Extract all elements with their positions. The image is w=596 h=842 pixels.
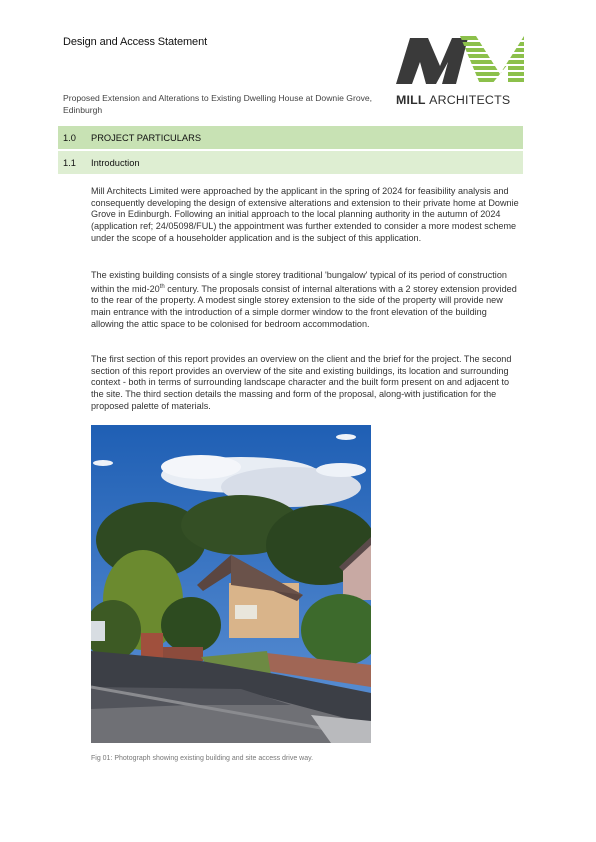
section-heading-project-particulars xyxy=(58,126,523,149)
paragraph-2 xyxy=(91,270,519,331)
photo-illustration xyxy=(91,425,371,743)
document-subtitle: Proposed Extension and Alterations to Existing Dwelling House at Downie Grove, Edinburgh xyxy=(63,93,373,115)
document-title: Design and Access Statement xyxy=(63,36,208,48)
logo-mark-icon xyxy=(396,36,524,92)
logo-word-mill: MILL xyxy=(396,93,426,107)
paragraph-1: Mill Architects Limited were approached by the applicant in the spring of 2024 for feasibility analysis and consequently developing the design of extensive alterations and extension to their private home at Downie Grove in Edinburgh. Following an initial approach to the local planning authority in the autumn of 2024 (application ref; 24/05098/FUL) the appointment was further extended to consider a more modest scheme under the scope of a householder application and is the subject of this application. xyxy=(91,186,519,243)
paragraph-3: The first section of this report provides an overview on the client and the brief for the project. The second section of this report provides an overview of the site and existing buildings, its location and surrounding context - both in terms of surrounding landscape character and the built form present on and adjacent to the site. The third section details the massing and form of the proposal, along-with justification for the proposed palette of materials. xyxy=(91,354,512,411)
section-title: Introduction xyxy=(91,157,140,168)
paragraph-2-part-2: century. The proposals consist of internal alterations with a 2 storey extension provided to the rear of the property. A modest single storey extension to the side of the property will provide new main entrance with the introduction of a simple dormer window to the front elevation of the building allowing the attic space to be colonised for bedroom accommodation. xyxy=(91,283,517,329)
site-photograph xyxy=(91,425,371,743)
superscript-th: th xyxy=(159,283,165,290)
section-number: 1.1 xyxy=(63,157,76,168)
figure-caption: Fig 01: Photograph showing existing building and site access drive way. xyxy=(91,755,314,762)
logo-wordmark xyxy=(396,93,524,107)
section-heading-introduction xyxy=(58,151,523,174)
mill-architects-logo xyxy=(396,36,524,110)
section-number: 1.0 xyxy=(63,132,76,143)
logo-word-architects: ARCHITECTS xyxy=(429,93,511,107)
section-title: PROJECT PARTICULARS xyxy=(91,132,202,143)
paragraph-2-part-1: The existing building consists of a single storey traditional 'bungalow' typical of its period of construction within the mid-20 xyxy=(91,270,507,294)
